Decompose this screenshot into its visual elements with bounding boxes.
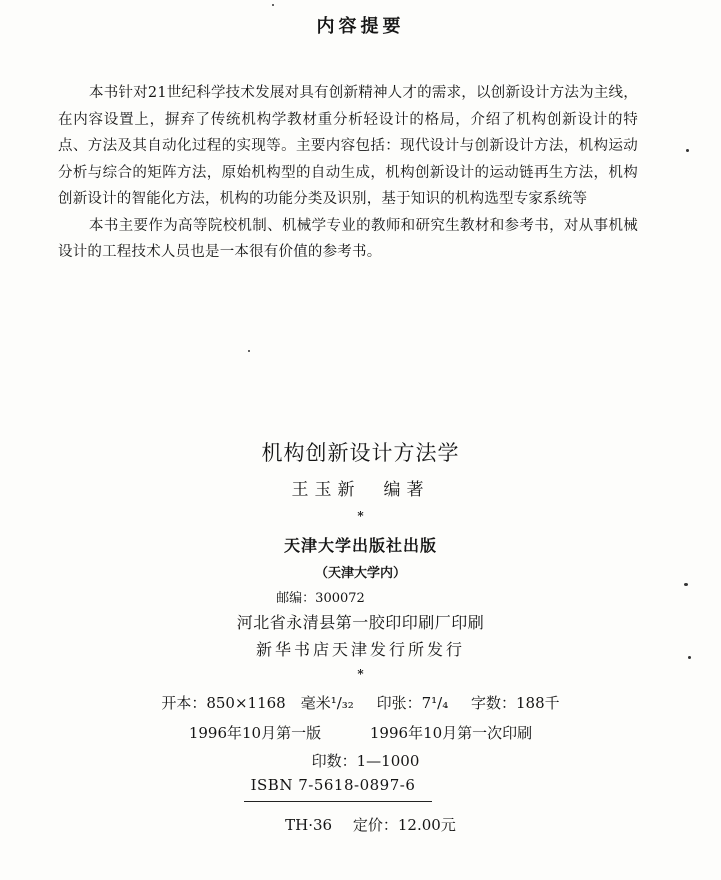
summary-paragraph: 本书主要作为高等院校机制、机械学专业的教师和研究生教材和参考书，对从事机械设计的工程技术人员也是一本很有价值的参考书。	[58, 217, 638, 260]
publisher-line: 天津大学出版社出版	[283, 536, 437, 555]
edition-date: 1996年10月第一版	[188, 724, 322, 742]
summary-paragraph: 本书针对21世纪科学技术发展对具有创新精神人才的需求，以创新设计方法为主线，在内容设置上，摒弃了传统机构学教材重分析轻设计的格局，介绍了机构创新设计的特点、方法及其自动化过程的实现等。主要内容包括：现代设计与创新设计方法，机构运动分析与综合的矩阵方法，原始机构型的自动生成，机构创新设计的运动链再生方法，机构创新设计的智能化方法，机构的功能分类及识别，基于知识的机构选型专家系统等	[58, 85, 638, 207]
separator-star: *	[357, 509, 364, 523]
book-title: 机构创新设计方法学	[261, 441, 460, 465]
scan-speck	[688, 656, 691, 659]
author-line: 王玉新 编著	[291, 480, 430, 500]
edition-line	[0, 722, 721, 743]
scan-speck	[248, 350, 250, 352]
publisher-address: （天津大学内）	[314, 566, 406, 581]
printing-date: 1996年10月第一次印刷	[369, 724, 533, 742]
isbn-divider	[244, 801, 432, 802]
price-line	[10, 814, 721, 835]
scan-speck	[684, 583, 688, 586]
summary-heading: 内容提要	[316, 16, 405, 37]
postcode-line: 邮编：300072	[276, 591, 365, 606]
classification-code: TH·36	[285, 816, 333, 834]
scan-speck	[272, 4, 274, 6]
sheets-spec: 印张：7¹/₄	[376, 694, 449, 712]
print-run: 印数：1—1000	[311, 752, 420, 770]
format-spec: 开本：850×1168 毫米¹/₃₂	[161, 694, 354, 712]
specs-line	[0, 692, 721, 713]
words-spec: 字数：188千	[471, 694, 560, 712]
scan-speck	[686, 149, 689, 152]
distributor-line: 新华书店天津发行所发行	[255, 640, 465, 659]
isbn: ISBN 7-5618-0897-6	[250, 776, 416, 794]
price: 定价：12.00元	[352, 816, 456, 834]
printer-line: 河北省永清县第一胶印印刷厂印刷	[236, 613, 485, 632]
summary-text	[58, 80, 638, 266]
separator-star: *	[357, 667, 364, 681]
